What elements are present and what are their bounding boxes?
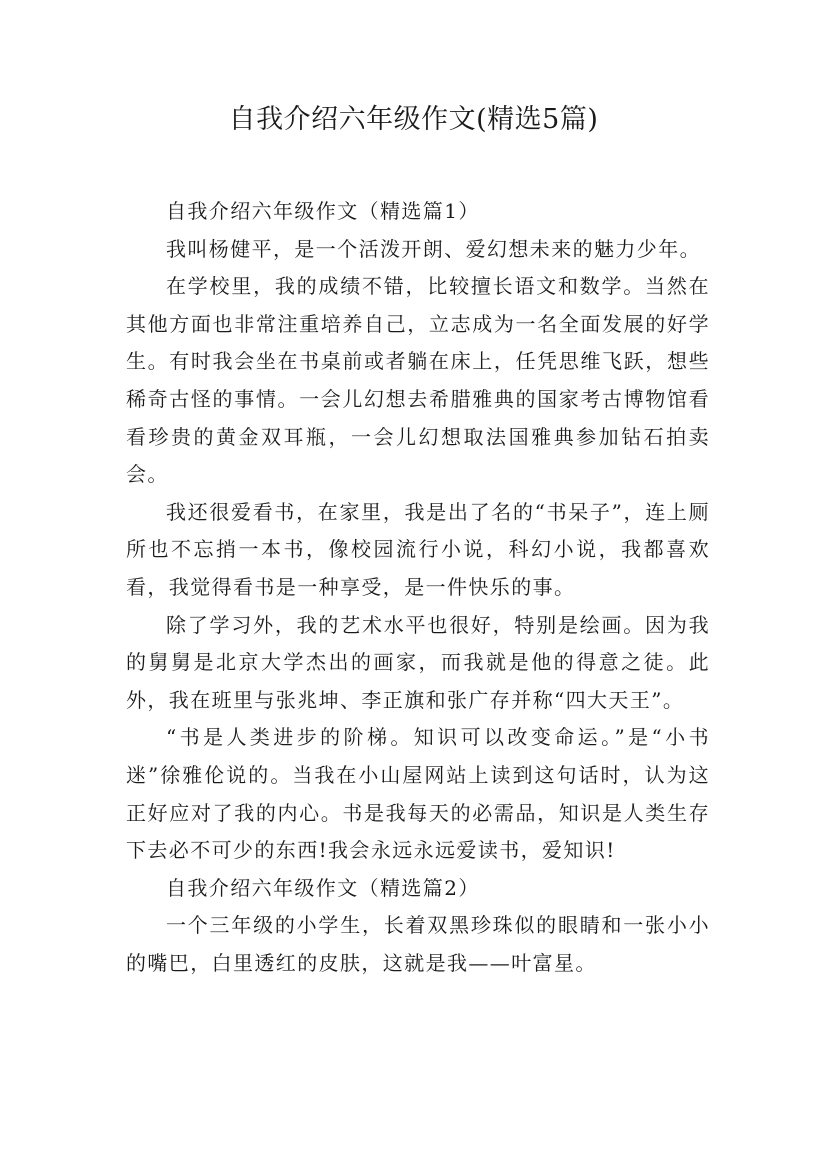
paragraph: 我还很爱看书，在家里，我是出了名的“书呆子”，连上厕所也不忘捎一本书，像校园流行小说，科幻小说，我都喜欢看，我觉得看书是一种享受，是一件快乐的事。 [126,499,710,599]
paragraph: 在学校里，我的成绩不错，比较擅长语文和数学。当然在其他方面也非常注重培养自己，立志成为一名全面发展的好学生。有时我会坐在书桌前或者躺在床上，任凭思维飞跃，想些稀奇古怪的事情。一会儿幻想去希腊雅典的国家考古博物馆看看珍贵的黄金双耳瓶，一会儿幻想取法国雅典参加钻石拍卖会。 [126,274,710,487]
paragraph: 除了学习外，我的艺术水平也很好，特别是绘画。因为我的舅舅是北京大学杰出的画家，而我就是他的得意之徒。此外，我在班里与张兆坤、李正旗和张广存并称“四大天王”。 [126,612,710,712]
document-title: 自我介绍六年级作文(精选5篇) [228,104,599,135]
paragraph: “书是人类进步的阶梯。知识可以改变命运。”是“小书迷”徐雅伦说的。当我在小山屋网站上读到这句话时，认为这正好应对了我的内心。书是我每天的必需品，知识是人类生存下去必不可少的东西!我会永远永远爱读书，爱知识! [126,725,710,863]
section-heading-1: 自我介绍六年级作文（精选篇1） [166,199,480,223]
paragraph: 我叫杨健平，是一个活泼开朗、爱幻想未来的魅力少年。 [166,236,701,261]
paragraph: 一个三年级的小学生，长着双黑珍珠似的眼睛和一张小小的嘴巴，白里透红的皮肤，这就是我——叶富星。 [126,913,710,975]
section-heading-2: 自我介绍六年级作文（精选篇2） [166,875,480,900]
document-body [126,193,710,982]
